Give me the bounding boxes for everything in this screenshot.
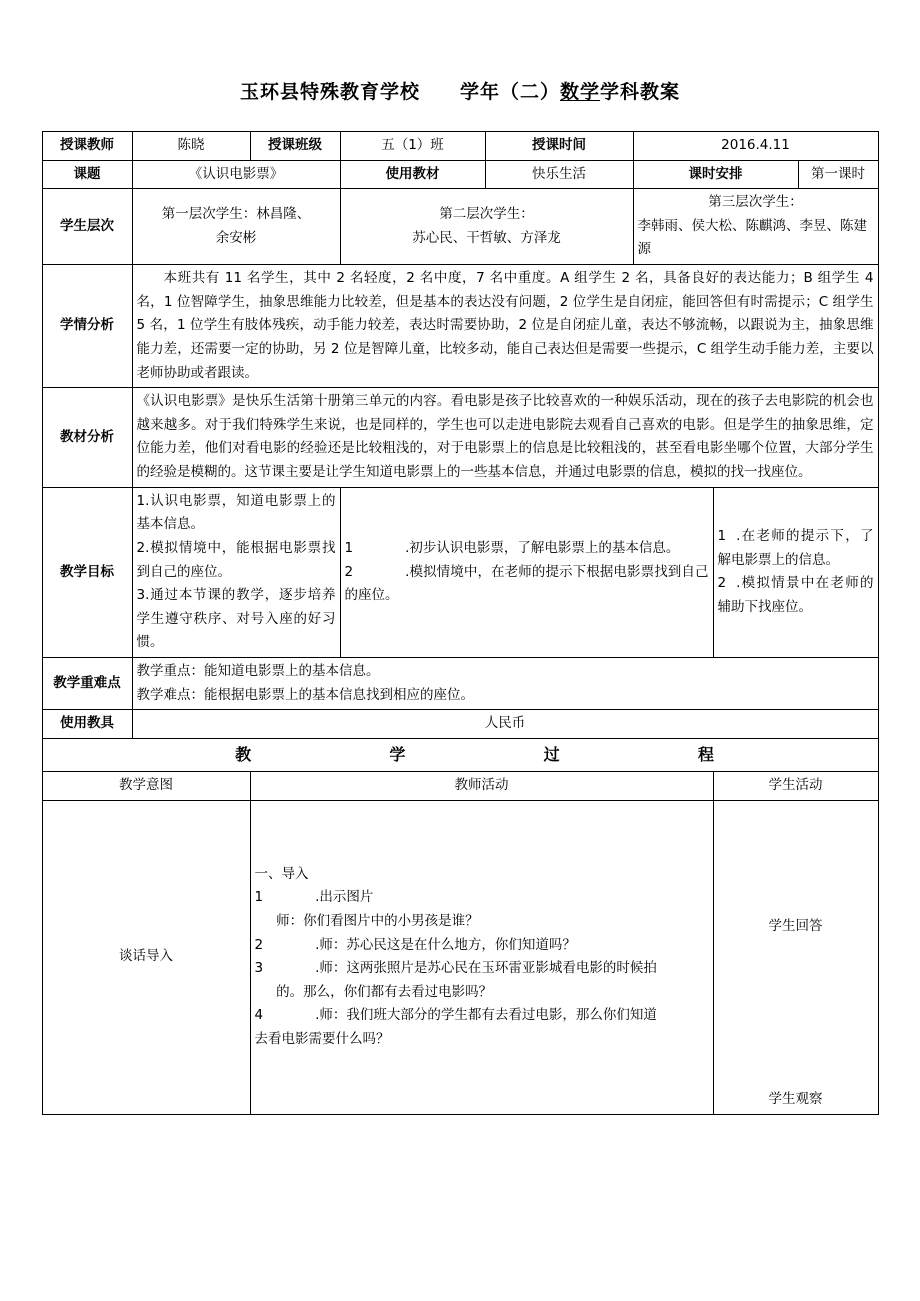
- key-point-line-1: 教学重点：能知道电影票上的基本信息。: [136, 663, 380, 680]
- goal-tier3-item-2-text: .模拟情景中在老师的辅助下找座位。: [717, 575, 874, 615]
- activity-item-1-num: 1: [254, 889, 264, 906]
- title-gap: [420, 81, 460, 103]
- teacher-value: 陈晓: [132, 131, 250, 160]
- process-student-activity: [713, 800, 878, 1114]
- situation-analysis-text: 本班共有 11 名学生，其中 2 名轻度，2 名中度，7 名中重度。A 组学生 2 名，具备良好的表达能力；B 组学生 4 名，1 位智障学生，抽象思维能力比较差，但是基本的表达没有问题，2 位学生是自闭症，能回答但有时需提示；C 组学生 5 名，1 位学生有肢体残疾，动手能力较差，表达时需要协助，2 位是自闭症儿童，表达不够流畅，以跟说为主，抽象思维能力差，还需要一定的协助，另 2 位是智障儿童，比较多动，能自己表达但是需要一些提示，C 组学生动手能力差，主要以老师协助或者跟读。: [132, 265, 878, 388]
- student-activity-2: 学生观察: [768, 1091, 823, 1108]
- process-col-intent-header: 教学意图: [42, 771, 250, 800]
- table-row-process-headers: [42, 771, 878, 800]
- teaching-goals-tier3: [713, 487, 878, 657]
- activity-item-1-sub: 师：你们看图片中的小男孩是谁？: [276, 912, 479, 929]
- material-analysis-label: 教材分析: [42, 388, 132, 488]
- tier-2-heading: 第二层次学生：: [439, 205, 534, 222]
- tier-1-heading: 第一层次学生：林昌隆、: [161, 205, 311, 222]
- table-row-key-points: [42, 658, 878, 710]
- goal-tier1-item-3: 3.通过本节课的教学，逐步培养学生遵守秩序、对号入座的好习惯。: [136, 587, 336, 651]
- goal-tier1-item-2: 2.模拟情境中，能根据电影票找到自己的座位。: [136, 539, 336, 580]
- time-value: 2016.4.11: [633, 131, 878, 160]
- table-row-teaching-goals: [42, 487, 878, 657]
- table-row-situation-analysis: [42, 265, 878, 388]
- teaching-tools-value: 人民币: [132, 710, 878, 739]
- activity-heading: 一、导入: [254, 865, 309, 882]
- topic-value: 《认识电影票》: [132, 160, 340, 189]
- goal-tier3-item-2: [718, 572, 874, 619]
- table-row-material-analysis: [42, 388, 878, 488]
- goal-tier1-item-1: 1.认识电影票，知道电影票上的基本信息。: [136, 492, 336, 533]
- period-value: 第一课时: [798, 160, 878, 189]
- goal-tier3-item-1: [718, 525, 874, 572]
- time-label: 授课时间: [485, 131, 633, 160]
- student-tiers-label: 学生层次: [42, 189, 132, 265]
- key-point-line-2: 教学难点：能根据电影票上的基本信息找到相应的座位。: [136, 686, 474, 703]
- textbook-value: 快乐生活: [485, 160, 633, 189]
- process-banner-char-2: 学: [389, 744, 407, 764]
- title-suffix: 学科教案: [600, 81, 681, 103]
- activity-item-2: [255, 934, 709, 958]
- teaching-goals-tier2: [340, 487, 713, 657]
- title-year: 学年（二）: [459, 81, 560, 103]
- process-banner-cell: [42, 738, 878, 771]
- title-school: 玉环县特殊教育学校: [239, 81, 420, 103]
- situation-analysis-label: 学情分析: [42, 265, 132, 388]
- activity-item-4: [255, 1004, 709, 1028]
- activity-item-2-num: 2: [254, 936, 264, 953]
- activity-item-2-text: .师：苏心民这是在什么地方，你们知道吗？: [315, 936, 576, 953]
- activity-item-3-cont: 的。那么，你们都有去看过电影吗？: [276, 983, 493, 1000]
- table-row-process-body: [42, 800, 878, 1114]
- goal-tier3-item-1-text: .在老师的提示下，了解电影票上的信息。: [717, 528, 874, 568]
- process-col-teacher-header: 教师活动: [250, 771, 713, 800]
- goal-tier2-item-2-num: 2: [344, 563, 354, 580]
- student-activity-1: 学生回答: [768, 917, 823, 934]
- activity-item-1: [255, 886, 709, 910]
- tier-3-names: 李韩雨、侯大松、陈麒鸿、李昱、陈建源: [637, 217, 867, 258]
- process-banner-char-1: 教: [235, 744, 253, 764]
- topic-label: 课题: [42, 160, 132, 189]
- key-points-cell: [132, 658, 878, 710]
- tier-3-heading: 第三层次学生：: [708, 194, 803, 211]
- table-row-teaching-tools: [42, 710, 878, 739]
- activity-item-4-cont: 去看电影需要什么吗？: [254, 1031, 390, 1048]
- teacher-label: 授课教师: [42, 131, 132, 160]
- process-intent-value: 谈话导入: [42, 800, 250, 1114]
- activity-item-4-text: .师：我们班大部分的学生都有去看过电影，那么你们知道: [315, 1007, 657, 1024]
- process-teacher-activity: [250, 800, 713, 1114]
- period-label: 课时安排: [633, 160, 798, 189]
- activity-item-3-num: 3: [254, 960, 264, 977]
- activity-item-1-text: .出示图片: [315, 889, 374, 906]
- goal-tier2-item-1: [345, 537, 709, 561]
- goal-tier2-item-1-text: .初步认识电影票，了解电影票上的基本信息。: [405, 539, 680, 556]
- class-label: 授课班级: [250, 131, 340, 160]
- page-title: [0, 0, 920, 103]
- goal-tier3-item-1-num: 1: [717, 528, 727, 545]
- table-row-basic-info-1: [42, 131, 878, 160]
- material-analysis-text: 《认识电影票》是快乐生活第十册第三单元的内容。看电影是孩子比较喜欢的一种娱乐活动，现在的孩子去电影院的机会也越来越多。对于我们特殊学生来说，也是同样的，学生也可以走进电影院去观看自己喜欢的电影。但是学生的抽象思维，定位能力差，他们对看电影的经验还是比较粗浅的，对于电影票上的信息是比较粗浅的，甚至看电影坐哪个位置，大部分学生的经验是模糊的。这节课主要是让学生知道电影票上的一些基本信息，并通过电影票的信息，模拟的找一找座位。: [132, 388, 878, 488]
- class-value: 五（1）班: [340, 131, 485, 160]
- process-col-student-header: 学生活动: [713, 771, 878, 800]
- process-banner-char-4: 程: [697, 744, 715, 764]
- goal-tier3-item-2-num: 2: [717, 575, 727, 592]
- goal-tier2-item-2: [345, 561, 709, 608]
- goal-tier2-item-1-num: 1: [344, 539, 354, 556]
- lesson-plan-table: [42, 131, 879, 1115]
- tier-1-cell: [132, 189, 340, 265]
- teaching-goals-label: 教学目标: [42, 487, 132, 657]
- textbook-label: 使用教材: [340, 160, 485, 189]
- tier-3-cell: [633, 189, 878, 265]
- tier-2-names: 苏心民、干哲敏、方泽龙: [412, 229, 561, 246]
- tier-1-names: 余安彬: [215, 229, 257, 246]
- teaching-goals-tier1: [132, 487, 340, 657]
- activity-item-3: [255, 957, 709, 981]
- activity-item-4-num: 4: [254, 1007, 264, 1024]
- goal-tier2-item-2-text: .模拟情境中，在老师的提示下根据电影票找到自己的座位。: [344, 563, 709, 604]
- tier-2-cell: [340, 189, 633, 265]
- table-row-basic-info-2: [42, 160, 878, 189]
- process-banner-char-3: 过: [543, 744, 561, 764]
- teaching-tools-label: 使用教具: [42, 710, 132, 739]
- key-points-label: 教学重难点: [42, 658, 132, 710]
- activity-item-3-text: .师：这两张照片是苏心民在玉环雷亚影城看电影的时候拍: [315, 960, 657, 977]
- title-subject: 数学: [560, 81, 601, 103]
- table-row-student-tiers: [42, 189, 878, 265]
- table-row-process-banner: [42, 738, 878, 771]
